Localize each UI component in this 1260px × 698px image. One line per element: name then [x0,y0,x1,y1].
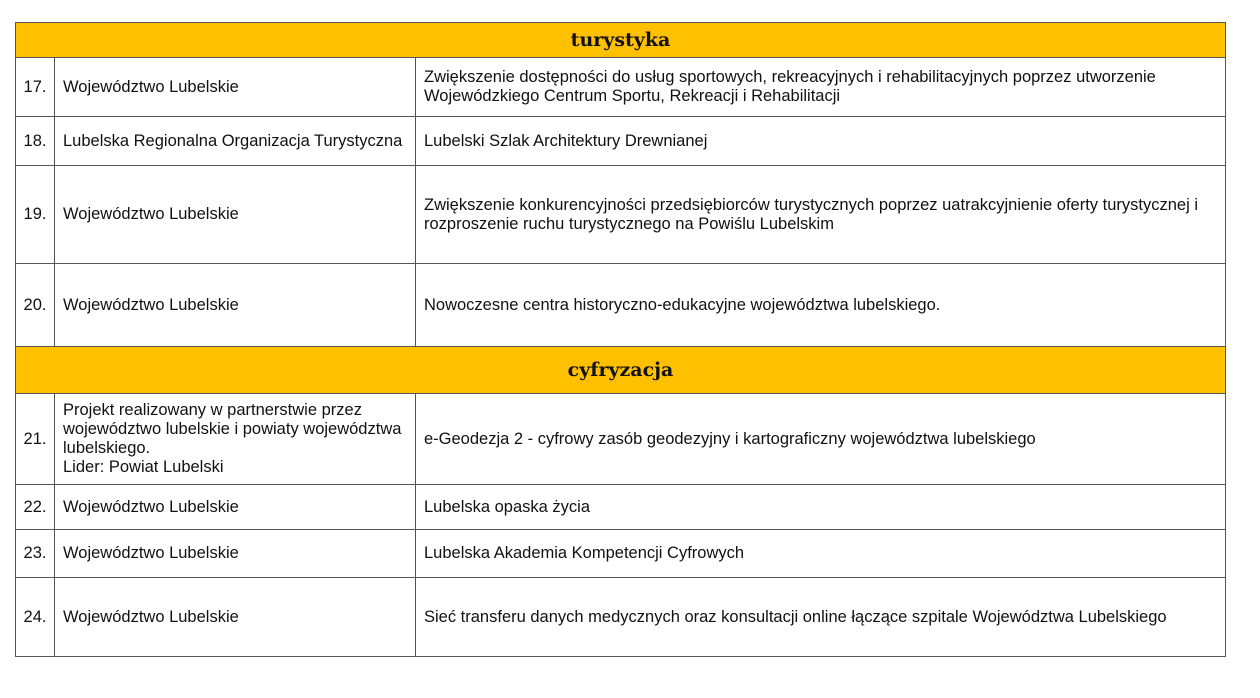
row-number: 22. [16,485,55,530]
table-row [16,394,1226,485]
organization-leader: Lider: Powiat Lubelski [63,458,224,476]
row-number: 19. [16,166,55,264]
project-title: Lubelska opaska życia [416,485,1226,530]
row-number: 24. [16,578,55,657]
row-number: 20. [16,264,55,347]
table-row [16,485,1226,530]
table-row [16,58,1226,117]
section-title: cyfryzacja [16,347,1226,394]
section-header-turystyka [16,23,1226,58]
organization: Lubelska Regionalna Organizacja Turystyczna [55,117,416,166]
project-title: Nowoczesne centra historyczno-edukacyjne województwa lubelskiego. [416,264,1226,347]
projects-table [15,22,1226,657]
project-title: Zwiększenie konkurencyjności przedsiębiorców turystycznych poprzez uatrakcyjnienie oferty turystycznej i rozproszenie ruchu turystycznego na Powiślu Lubelskim [416,166,1226,264]
section-title: turystyka [16,23,1226,58]
project-title: e-Geodezja 2 - cyfrowy zasób geodezyjny i kartograficzny województwa lubelskiego [416,394,1226,485]
organization: Województwo Lubelskie [55,264,416,347]
section-header-cyfryzacja [16,347,1226,394]
project-title: Zwiększenie dostępności do usług sportowych, rekreacyjnych i rehabilitacyjnych poprzez utworzenie Wojewódzkiego Centrum Sportu, Rekreacji i Rehabilitacji [416,58,1226,117]
project-title: Lubelski Szlak Architektury Drewnianej [416,117,1226,166]
row-number: 21. [16,394,55,485]
table-row [16,117,1226,166]
organization: Województwo Lubelskie [55,485,416,530]
row-number: 17. [16,58,55,117]
organization: Województwo Lubelskie [55,530,416,578]
row-number: 18. [16,117,55,166]
table-row [16,578,1226,657]
organization: Województwo Lubelskie [55,58,416,117]
organization-partners: Projekt realizowany w partnerstwie przez województwo lubelskie i powiaty województwa lubelskiego. [63,401,402,457]
organization: Województwo Lubelskie [55,578,416,657]
table-row [16,530,1226,578]
project-title: Lubelska Akademia Kompetencji Cyfrowych [416,530,1226,578]
table-row [16,166,1226,264]
organization: Województwo Lubelskie [55,166,416,264]
row-number: 23. [16,530,55,578]
organization [55,394,416,485]
table-row [16,264,1226,347]
project-title: Sieć transferu danych medycznych oraz konsultacji online łączące szpitale Województwa Lubelskiego [416,578,1226,657]
